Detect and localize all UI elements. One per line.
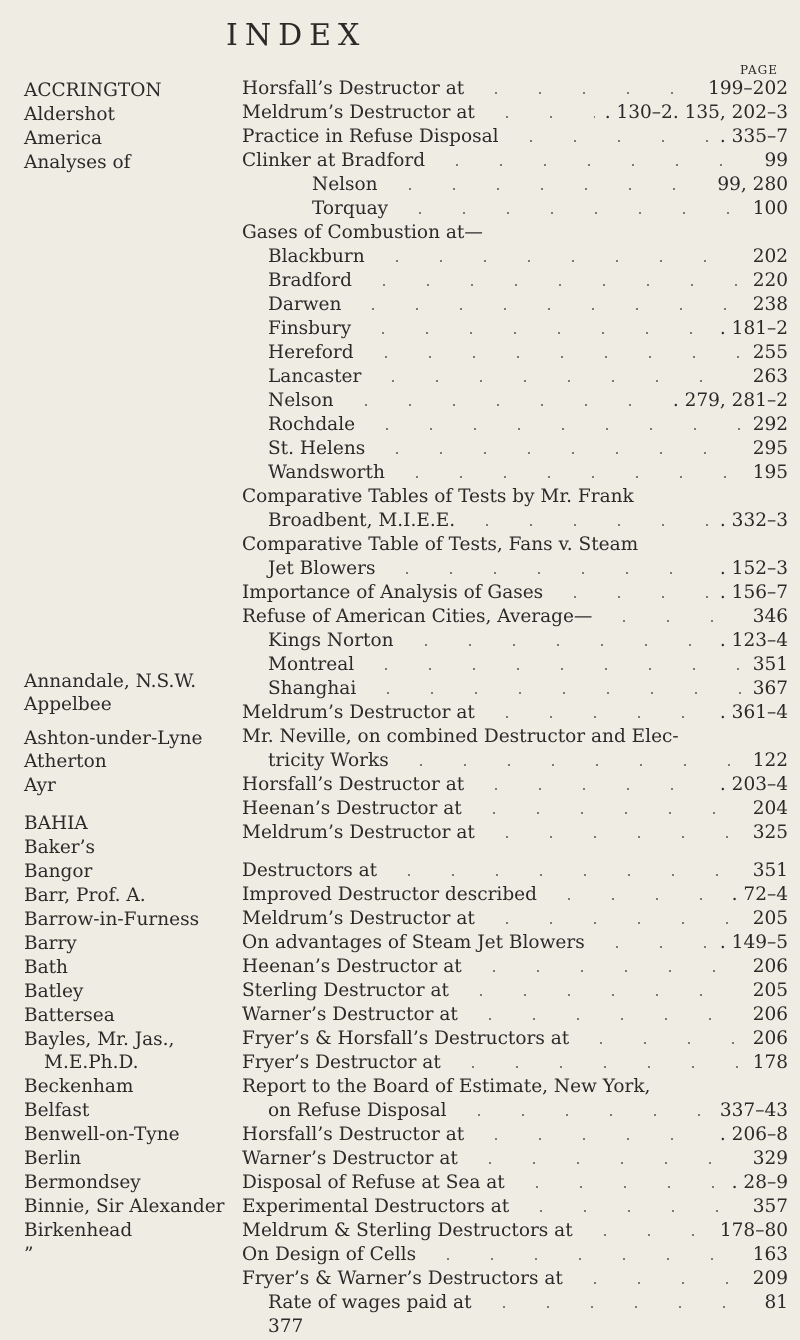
entry-pages: . 72–4 [731,884,788,905]
dot-leader [485,922,743,924]
index-entry [242,884,788,908]
entry-label: Darwen [268,294,342,315]
dot-leader [387,874,743,876]
entry-label: Disposal of Refuse at Sea at [242,1172,505,1193]
entry-pages: 205 [752,908,788,929]
entry-pages: 209 [752,1268,788,1289]
entry-pages: 199–202 [708,78,788,99]
index-entry [242,932,788,956]
index-headword: Battersea [24,1005,115,1026]
index-entry [242,318,788,342]
index-entry [242,1100,788,1124]
entry-label: Heenan’s Destructor at [242,956,462,977]
dot-leader [595,946,710,948]
dot-leader [375,260,743,262]
entry-pages: 178–80 [719,1220,788,1241]
entry-pages: 367 [752,678,788,699]
dot-leader [468,1162,743,1164]
dot-leader [468,1018,743,1020]
index-entry [242,342,788,366]
dot-leader [553,596,710,598]
index-entry [242,414,788,438]
entry-pages: . 130–2. 135, 202–3 [604,102,788,123]
entry-pages: 204 [752,798,788,819]
dot-leader [459,994,743,996]
entry-pages: 329 [752,1148,788,1169]
entry-label: Horsfall’s Destructor at [242,1124,465,1145]
dot-leader [509,140,710,142]
index-entry [242,630,788,654]
entry-label: Kings Norton [268,630,394,651]
index-headword: Bayles, Mr. Jas., [24,1029,175,1050]
index-headword: Annandale, N.S.W. [24,671,197,692]
entry-pages: 206 [752,956,788,977]
entry-pages: 351 [752,654,788,675]
index-entry [242,1220,788,1244]
entry-label: Warner’s Destructor at [242,1004,458,1025]
entry-pages: 163 [752,1244,788,1265]
entry-pages: . 123–4 [719,630,788,651]
entry-pages: . 156–7 [719,582,788,603]
entry-pages: . 206–8 [719,1124,788,1145]
dot-leader [485,716,710,718]
index-entry [242,606,788,630]
index-headword: Barrow-in-Furness [24,909,200,930]
entry-label: Jet Blowers [268,558,376,579]
entry-label: Comparative Tables of Tests by Mr. Frank [242,486,634,507]
dot-leader [519,1210,743,1212]
entry-label: Broadbent, M.I.E.E. [268,510,456,531]
dot-leader [399,764,743,766]
dot-leader [435,164,754,166]
entry-label: Rate of wages paid at [268,1292,472,1313]
dot-leader [485,116,595,118]
entry-label: Hereford [268,342,354,363]
index-entry [242,222,788,246]
index-entry [242,558,788,582]
index-entry [242,390,788,414]
dot-leader [583,1234,710,1236]
entry-pages: . 332–3 [719,510,788,531]
dot-leader [388,188,707,190]
index-entry [242,510,788,534]
entry-label: St. Helens [268,438,366,459]
index-entry [242,366,788,390]
index-headword: Ashton-under-Lyne [24,728,203,749]
entry-pages: 346 [752,606,788,627]
index-headword: BAHIA [24,813,88,834]
index-headword: Bermondsey [24,1172,141,1193]
index-headword: Ayr [24,775,56,796]
index-entry [242,174,788,198]
entry-label: Horsfall’s Destructor at [242,774,465,795]
index-headword: Beckenham [24,1076,134,1097]
entry-pages: . 149–5 [719,932,788,953]
index-entry [242,980,788,1004]
entry-pages: 337–43 [719,1100,788,1121]
entry-pages: 255 [752,342,788,363]
entry-label: Finsbury [268,318,352,339]
entry-label: tricity Works [268,750,389,771]
entry-label: Warner’s Destructor at [242,1148,458,1169]
entry-label: Nelson [268,390,334,411]
dot-leader [375,452,743,454]
entry-pages: . 203–4 [719,774,788,795]
entry-label: Heenan’s Destructor at [242,798,462,819]
dot-leader [474,1138,710,1140]
index-entry [242,1052,788,1076]
index-headword: Benwell-on-Tyne [24,1124,180,1145]
dot-leader [602,620,743,622]
entry-pages: 99, 280 [717,174,788,195]
dot-leader [371,380,743,382]
index-entry [242,438,788,462]
dot-leader [472,970,743,972]
index-headword: Atherton [24,751,107,772]
dot-leader [547,898,722,900]
index-entry [242,908,788,932]
dot-leader [474,788,710,790]
dot-leader [579,1042,743,1044]
entry-pages: 206 [752,1004,788,1025]
entry-pages: 295 [752,438,788,459]
entry-pages: 205 [752,980,788,1001]
dot-leader [398,212,743,214]
entry-pages: . 152–3 [719,558,788,579]
index-entry [242,702,788,726]
entry-pages: . 28–9 [731,1172,788,1193]
entry-label: Refuse of American Cities, Average— [242,606,593,627]
entry-label: Practice in Refuse Disposal [242,126,499,147]
index-headword: ” [24,1244,34,1265]
index-entry [242,150,788,174]
entry-label: Torquay [312,198,389,219]
entry-label: Fryer’s & Warner’s Destructors at [242,1268,563,1289]
entry-pages: . 181–2 [719,318,788,339]
dot-leader [465,524,710,526]
dot-leader [482,1306,754,1308]
dot-leader [362,284,743,286]
index-headword: Analyses of [24,152,131,173]
dot-leader [485,836,743,838]
entry-pages: 351 [752,860,788,881]
index-entry [242,126,788,150]
dot-leader [404,644,710,646]
entry-pages: 357 [752,1196,788,1217]
entry-label: Blackburn [268,246,365,267]
dot-leader [351,308,743,310]
entry-label: On Design of Cells [242,1244,417,1265]
index-headword: Aldershot [24,104,115,125]
entry-label: On advantages of Steam Jet Blowers [242,932,585,953]
index-entry [242,246,788,270]
index-headword: M.E.Ph.D. [44,1052,139,1073]
entry-label: Horsfall’s Destructor at [242,78,465,99]
index-entry [242,1124,788,1148]
index-entry [242,78,788,102]
entry-label: Clinker at Bradford [242,150,426,171]
entry-label: Gases of Combustion at— [242,222,483,243]
dot-leader [474,92,698,94]
entry-pages: 292 [752,414,788,435]
index-entry [242,1244,788,1268]
dot-leader [472,812,743,814]
entry-pages: 325 [752,822,788,843]
entry-label: Montreal [268,654,355,675]
dot-leader [365,428,743,430]
index-entry [242,1172,788,1196]
index-entry [242,1316,788,1340]
dot-leader [385,572,710,574]
index-entry [242,270,788,294]
entry-pages: . 361–4 [719,702,788,723]
entry-pages: 195 [752,462,788,483]
index-headword: Binnie, Sir Alexander [24,1196,225,1217]
index-headword: America [24,128,103,149]
index-entry [242,750,788,774]
index-headword: Birkenhead [24,1220,133,1241]
index-entry [242,1292,788,1316]
entry-pages: 202 [752,246,788,267]
index-entry [242,860,788,884]
index-headword: Appelbee [24,694,112,715]
entry-label: Meldrum & Sterling Destructors at [242,1220,573,1241]
entry-pages: 99 [764,150,788,171]
index-headword: Barr, Prof. A. [24,885,146,906]
entry-label: on Refuse Disposal [268,1100,447,1121]
index-entry [242,486,788,510]
dot-leader [515,1186,722,1188]
entry-pages: 263 [752,366,788,387]
index-headword: Belfast [24,1100,90,1121]
entry-label: Wandsworth [268,462,385,483]
index-entry [242,1196,788,1220]
entry-label: Importance of Analysis of Gases [242,582,544,603]
page-title: INDEX [226,18,367,53]
index-headword: ACCRINGTON [24,80,162,101]
entry-label: Experimental Destructors at [242,1196,510,1217]
index-entry [242,1076,788,1100]
dot-leader [344,404,663,406]
entry-label: Comparative Table of Tests, Fans v. Steam [242,534,639,555]
index-headword: Bangor [24,861,93,882]
dot-leader [426,1258,743,1260]
dot-leader [451,1066,743,1068]
index-entry [242,102,788,126]
dot-leader [573,1282,743,1284]
index-headword: Bath [24,957,68,978]
entry-label: Meldrum’s Destructor at [242,908,475,929]
entry-label: 377 [268,1316,304,1337]
dot-leader [395,476,743,478]
entry-label: Meldrum’s Destructor at [242,822,475,843]
entry-label: Report to the Board of Estimate, New York, [242,1076,651,1097]
index-entry [242,294,788,318]
index-entry [242,462,788,486]
entry-label: Meldrum’s Destructor at [242,702,475,723]
entry-pages: 100 [752,198,788,219]
dot-leader [364,668,743,670]
entry-label: Bradford [268,270,352,291]
index-entry [242,1148,788,1172]
entry-label: Destructors at [242,860,378,881]
entry-pages: 178 [752,1052,788,1073]
index-entry [242,1028,788,1052]
entry-label: Fryer’s Destructor at [242,1052,441,1073]
index-entry [242,798,788,822]
index-headword: Barry [24,933,77,954]
entry-pages: . 279, 281–2 [672,390,788,411]
index-headword: Baker’s [24,837,96,858]
index-entry [242,582,788,606]
dot-leader [361,332,710,334]
dot-leader [457,1114,710,1116]
entry-label: Shanghai [268,678,357,699]
index-entry [242,1268,788,1292]
entry-pages: 81 [764,1292,788,1313]
dot-leader [364,356,743,358]
entry-pages: 122 [752,750,788,771]
index-headword: Berlin [24,1148,82,1169]
entry-label: Rochdale [268,414,356,435]
index-entry [242,678,788,702]
index-entry [242,654,788,678]
entry-label: Lancaster [268,366,362,387]
index-entry [242,774,788,798]
entry-label: Nelson [312,174,378,195]
index-entry [242,534,788,558]
index-entry [242,726,788,750]
index-entry [242,822,788,846]
index-headword: Batley [24,981,84,1002]
dot-leader [366,692,743,694]
index-entry [242,1004,788,1028]
entry-label: Sterling Destructor at [242,980,449,1001]
index-entry [242,956,788,980]
page-column-label: PAGE [740,63,778,77]
entry-pages: 238 [752,294,788,315]
entry-label: Fryer’s & Horsfall’s Destructors at [242,1028,570,1049]
entry-pages: 206 [752,1028,788,1049]
index-entry [242,198,788,222]
entry-label: Mr. Neville, on combined Destructor and Elec- [242,726,679,747]
entry-pages: 220 [752,270,788,291]
entry-pages: . 335–7 [719,126,788,147]
entry-label: Improved Destructor described [242,884,537,905]
entry-label: Meldrum’s Destructor at [242,102,475,123]
